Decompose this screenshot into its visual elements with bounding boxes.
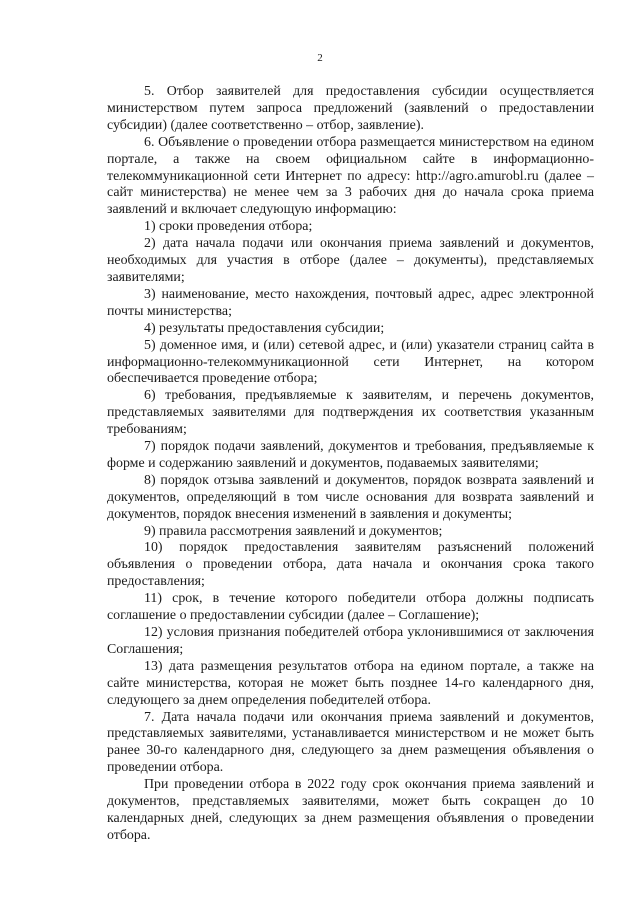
paragraph-7-submission-dates: 7. Дата начала подачи или окончания приема заявлений и документов, представляемых заявителями, устанавливается министерством и не может быть ранее 30-го календарного дня, следующего за днем размещения объявления о проведении отбора. [107,709,594,776]
list-item-2: 2) дата начала подачи или окончания приема заявлений и документов, необходимых для участия в отборе (далее – документы), представляемых заявителями; [107,236,594,285]
list-item-6: 6) требования, предъявляемые к заявителям, и перечень документов, представляемых заявителями для подтверждения их соответствия указанным требованиям; [107,388,594,438]
list-item-7: 7) порядок подачи заявлений, документов и требования, предъявляемые к форме и содержанию заявлений и документов, подаваемых заявителями; [107,439,594,471]
page-number: 2 [317,52,323,64]
list-item-5: 5) доменное имя, и (или) сетевой адрес, и (или) указатели страниц сайта в информационно-телекоммуникационной сети Интернет, на котором обеспечивается проведение отбора; [107,337,594,387]
list-item-8: 8) порядок отзыва заявлений и документов, порядок возврата заявлений и документов, определяющий в том числе основания для возврата заявлений и документов, порядок внесения изменений в заявления и документы; [107,472,594,522]
list-item-4: 4) результаты предоставления субсидии; [144,320,385,336]
list-item-11: 11) срок, в течение которого победители отбора должны подписать соглашение о предоставлении субсидии (далее – Соглашение); [107,591,594,624]
list-item-10: 10) порядок предоставления заявителям разъяснений положений объявления о проведении отбора, дата начала и окончания срока такого предоставления; [107,540,594,590]
paragraph-5-selection-method: 5. Отбор заявителей для предоставления субсидии осуществляется министерством путем запроса предложений (заявлений о предоставлении субсидии) (далее соответственно – отбор, заявление). [107,84,594,133]
paragraph-2022-exception: При проведении отбора в 2022 году срок окончания приема заявлений и документов, представляемых заявителями, может быть сокращен до 10 календарных дней, следующих за днем размещения объявления о проведении отбора. [107,777,594,843]
document-body [107,84,594,845]
list-item-13: 13) дата размещения результатов отбора на едином портале, а также на сайте министерства, которая не может быть позднее 14-го календарного дня, следующего за днем определения победителей отбора. [107,658,594,708]
list-item-1: 1) сроки проведения отбора; [144,219,313,235]
list-item-9: 9) правила рассмотрения заявлений и документов; [144,523,443,539]
paragraph-6-announcement: 6. Объявление о проведении отбора размещается министерством на едином портале, а также на своем официальном сайте в информационно-телекоммуникационной сети Интернет по адресу: http://agro.amurobl.ru (далее – сайт министерства) не менее чем за 3 рабочих дня до начала срока приема заявлений и включает следующую информацию: [107,134,594,218]
list-item-12: 12) условия признания победителей отбора уклонившимися от заключения Соглашения; [107,625,594,657]
list-item-3: 3) наименование, место нахождения, почтовый адрес, адрес электронной почты министерства; [107,286,594,319]
